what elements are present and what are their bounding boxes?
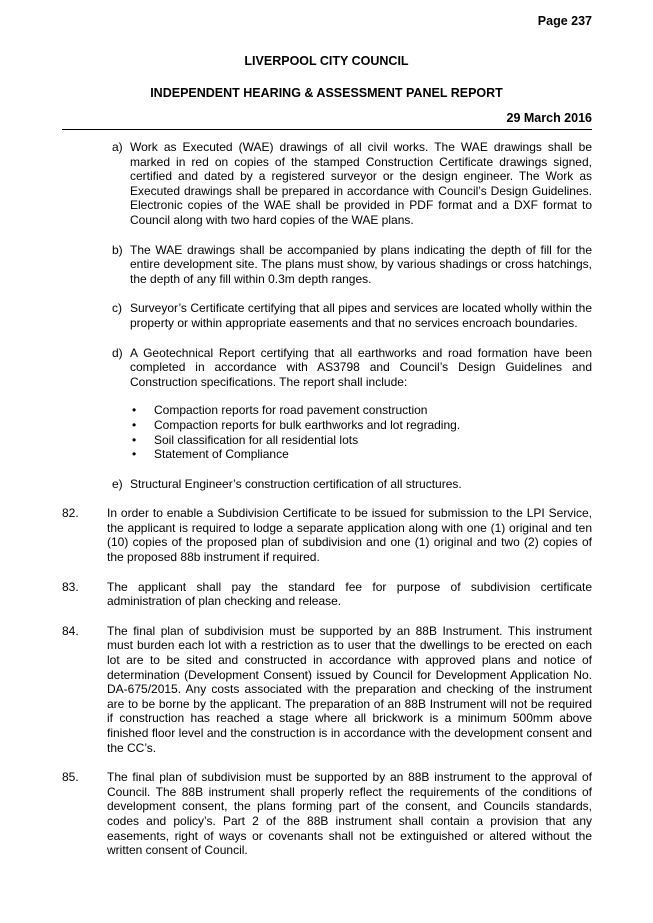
condition-84	[62, 624, 592, 755]
bullet-icon: •	[132, 417, 137, 432]
list-item-text: Statement of Compliance	[154, 447, 289, 462]
subitem-text: Work as Executed (WAE) drawings of all civil works. The WAE drawings shall be marked in red on copies of the stamped Construction Certificate drawings signed, certified and dated by a registered surveyor or the design engineer. The Work as Executed drawings shall be prepared in accordance with Council’s Design Guidelines. Electronic copies of the WAE shall be provided in PDF format and a DXF format to Council along with two hard copies of the WAE plans.	[130, 140, 592, 227]
bullet-icon: •	[132, 403, 137, 418]
subitem-text: Surveyor’s Certificate certifying that all pipes and services are located wholly within the property or within appropriate easements and that no services encroach boundaries.	[130, 301, 592, 330]
condition-82	[62, 506, 592, 564]
header-rule	[62, 129, 592, 130]
condition-text: The final plan of subdivision must be supported by an 88B Instrument. This instrument must burden each lot with a restriction as to user that the dwellings to be erected on each lot are to be sited and constructed in accordance with approved plans and notice of determination (Development Consent) issued by Council for Development Application No. DA-675/2015. Any costs associated with the preparation and checking of the instrument are to be borne by the applicant. The preparation of an 88B Instrument will not be required if construction has reached a stage where all brickwork is a minimum 500mm above finished floor level and the construction is in accordance with the development consent and the CC’s.	[107, 623, 592, 755]
condition-number: 82.	[62, 506, 79, 521]
condition-83	[62, 580, 592, 609]
bullet-icon: •	[132, 432, 137, 447]
condition-number: 83.	[62, 579, 79, 594]
panel-title: INDEPENDENT HEARING & ASSESSMENT PANEL REPORT	[150, 86, 503, 100]
subitem-label: b)	[112, 242, 123, 257]
subitem-text: Structural Engineer’s construction certification of all structures.	[130, 476, 462, 491]
condition-number: 84.	[62, 623, 79, 638]
condition-number: 85.	[62, 770, 79, 785]
page-number: Page 237	[537, 14, 592, 28]
subitem-e	[62, 477, 592, 492]
condition-text: The final plan of subdivision must be supported by an 88B instrument to the approval of Council. The 88B instrument shall properly reflect the requirements of the conditions of development consent, the plans forming part of the consent, and Councils standards, codes and policy’s. Part 2 of the 88B instrument shall contain a provision that any easements, right of ways or covenants shall not be extinguished or altered without the written consent of Council.	[107, 770, 592, 858]
list-item	[130, 447, 592, 462]
condition-text: The applicant shall pay the standard fee for purpose of subdivision certificate administration of plan checking and release.	[107, 579, 592, 609]
council-title: LIVERPOOL CITY COUNCIL	[244, 54, 409, 68]
subitem-label: d)	[112, 345, 123, 360]
list-item	[130, 418, 592, 433]
document-body	[62, 140, 592, 873]
subitem-label: c)	[112, 301, 122, 316]
subitem-text: A Geotechnical Report certifying that all earthworks and road formation have been completed in accordance with AS3798 and Council’s Design Guidelines and Construction specifications. The report shall include:	[130, 345, 592, 389]
list-item	[130, 433, 592, 448]
subitem-d	[62, 346, 592, 462]
subitem-b	[62, 243, 592, 287]
condition-85	[62, 770, 592, 858]
report-date: 29 March 2016	[506, 111, 592, 125]
subitem-label: e)	[112, 476, 123, 491]
subitem-label: a)	[112, 140, 123, 154]
list-item-text: Compaction reports for bulk earthworks and lot regrading.	[154, 417, 461, 432]
subitem-c	[62, 301, 592, 330]
condition-text: In order to enable a Subdivision Certificate to be issued for submission to the LPI Service, the applicant is required to lodge a separate application along with one (1) original and ten (10) copies of the proposed plan of subdivision and one (1) original and two (2) copies of the proposed 88b instrument if required.	[107, 506, 592, 565]
bullet-icon: •	[132, 447, 137, 462]
report-contents-list	[130, 403, 592, 461]
subitem-text: The WAE drawings shall be accompanied by plans indicating the depth of fill for the entire development site. The plans must show, by various shadings or cross hatchings, the depth of any fill within 0.3m depth ranges.	[130, 242, 592, 286]
list-item	[130, 403, 592, 418]
subitem-a	[62, 140, 592, 228]
list-item-text: Compaction reports for road pavement construction	[154, 403, 428, 418]
list-item-text: Soil classification for all residential lots	[154, 432, 359, 447]
